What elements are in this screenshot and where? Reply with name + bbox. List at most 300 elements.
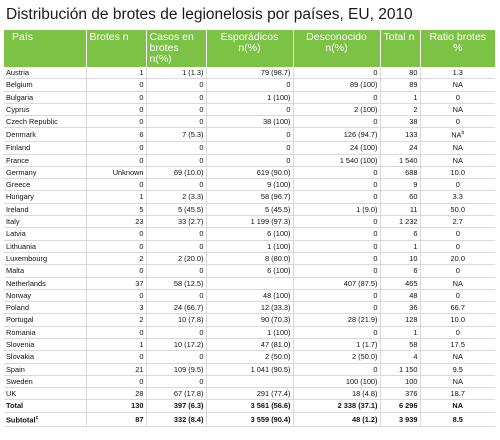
cell-total — [380, 388, 420, 400]
cell-value: Spain — [6, 364, 25, 374]
cell-value: 38 (100) — [262, 117, 291, 127]
cell-ratio — [420, 252, 495, 264]
cell-total — [380, 412, 420, 426]
cell-desconocido — [293, 179, 380, 191]
cell-brotes — [86, 79, 146, 91]
cell-value: 3.3 — [452, 192, 463, 202]
cell-esporadicos — [206, 388, 293, 400]
table-row — [4, 400, 495, 412]
cell-pais — [4, 363, 86, 375]
cell-value: 0 — [455, 180, 460, 190]
cell-casos — [146, 289, 206, 301]
table-row — [4, 252, 495, 264]
cell-desconocido — [293, 302, 380, 314]
table-row — [4, 228, 495, 240]
cell-total — [380, 203, 420, 215]
cell-pais — [4, 339, 86, 351]
cell-value: 0 — [455, 327, 460, 337]
cell-casos — [146, 142, 206, 154]
cell-pais — [4, 179, 86, 191]
cell-desconocido — [293, 314, 380, 326]
table-row — [4, 216, 495, 228]
cell-ratio — [420, 326, 495, 338]
cell-ratio — [420, 142, 495, 154]
cell-casos — [146, 216, 206, 228]
cell-value: 24 (100) — [349, 143, 378, 153]
cell-casos — [146, 240, 206, 252]
cell-value: 0 — [455, 290, 460, 300]
cell-total — [380, 128, 420, 142]
cell-esporadicos — [206, 142, 293, 154]
cell-value: NA — [452, 155, 463, 165]
cell-value: 1 — [413, 92, 418, 102]
cell-value: 37 — [135, 278, 144, 288]
cell-desconocido — [293, 79, 380, 91]
cell-value: 0 — [373, 180, 378, 190]
cell-total — [380, 314, 420, 326]
cell-esporadicos — [206, 265, 293, 277]
cell-value: 1 — [139, 192, 144, 202]
cell-brotes — [86, 116, 146, 128]
cell-casos — [146, 339, 206, 351]
cell-value: Subtotal — [6, 415, 36, 425]
cell-desconocido — [293, 388, 380, 400]
cell-esporadicos — [206, 412, 293, 426]
cell-brotes — [86, 154, 146, 166]
cell-total — [380, 339, 420, 351]
cell-value: 332 (8.4) — [173, 414, 204, 424]
cell-ratio — [420, 103, 495, 115]
cell-value: 11 — [409, 204, 418, 214]
cell-esporadicos — [206, 103, 293, 115]
cell-esporadicos — [206, 166, 293, 178]
cell-value: Italy — [6, 217, 20, 227]
cell-ratio — [420, 302, 495, 314]
cell-value: Malta — [6, 266, 25, 276]
cell-desconocido — [293, 326, 380, 338]
cell-value: 48 (100) — [262, 290, 291, 300]
cell-value: 0 — [199, 352, 204, 362]
cell-ratio — [420, 240, 495, 252]
cell-pais — [4, 203, 86, 215]
cell-brotes — [86, 128, 146, 142]
cell-total — [380, 179, 420, 191]
header-pais: País — [4, 30, 86, 67]
cell-value: Denmark — [6, 130, 36, 140]
cell-value: Netherlands — [6, 278, 46, 288]
cell-value: 0 — [139, 117, 144, 127]
cell-value: 20.0 — [450, 253, 465, 263]
cell-value: 0 — [373, 241, 378, 251]
cell-casos — [146, 277, 206, 289]
cell-value: 109 (9.5) — [173, 364, 204, 374]
table-row — [4, 79, 495, 91]
cell-value: 100 — [405, 376, 418, 386]
cell-value: 1 150 — [399, 364, 418, 374]
cell-value: Belgium — [6, 80, 33, 90]
cell-esporadicos — [206, 289, 293, 301]
cell-value: 21 — [135, 364, 144, 374]
cell-casos — [146, 412, 206, 426]
cell-pais — [4, 142, 86, 154]
cell-esporadicos — [206, 326, 293, 338]
cell-value: 10.0 — [450, 315, 465, 325]
table-row — [4, 191, 495, 203]
cell-value: 0 — [455, 241, 460, 251]
table-row — [4, 116, 495, 128]
cell-value: Norway — [6, 290, 32, 300]
cell-casos — [146, 166, 206, 178]
cell-value: 0 — [199, 290, 204, 300]
cell-casos — [146, 128, 206, 142]
cell-value: 0 — [373, 290, 378, 300]
cell-desconocido — [293, 166, 380, 178]
cell-esporadicos — [206, 203, 293, 215]
cell-ratio — [420, 154, 495, 166]
cell-pais — [4, 289, 86, 301]
cell-pais — [4, 103, 86, 115]
cell-desconocido — [293, 339, 380, 351]
cell-value: NA — [452, 104, 463, 114]
cell-value: 33 (2.7) — [178, 217, 204, 227]
cell-pais — [4, 351, 86, 363]
cell-value: 688 — [405, 167, 418, 177]
cell-value: Romania — [6, 327, 36, 337]
cell-value: 126 (94.7) — [343, 130, 378, 140]
cell-desconocido — [293, 400, 380, 412]
cell-value: 130 — [131, 401, 144, 411]
cell-value: 7 (5.3) — [182, 130, 204, 140]
cell-value: 0 — [139, 80, 144, 90]
cell-brotes — [86, 103, 146, 115]
cell-ratio — [420, 339, 495, 351]
cell-pais — [4, 228, 86, 240]
cell-value: France — [6, 155, 30, 165]
cell-value: 60 — [409, 192, 418, 202]
cell-value: 0 — [199, 241, 204, 251]
cell-value: 0 — [199, 180, 204, 190]
cell-value: 0 — [139, 180, 144, 190]
cell-total — [380, 289, 420, 301]
footnote-marker: b — [461, 130, 465, 137]
cell-brotes — [86, 339, 146, 351]
cell-value: 10.0 — [450, 167, 465, 177]
cell-total — [380, 154, 420, 166]
cell-value: 5 — [139, 204, 144, 214]
cell-value: 1 (100) — [267, 241, 291, 251]
footnote-marker: c — [35, 414, 39, 421]
cell-value: 100 (100) — [345, 376, 378, 386]
cell-pais — [4, 314, 86, 326]
cell-brotes — [86, 240, 146, 252]
cell-value: 3 561 (56.6) — [250, 401, 291, 411]
cell-value: 36 — [409, 303, 418, 313]
cell-value: 1 041 (90.5) — [250, 364, 291, 374]
cell-value: 48 (1.2) — [352, 414, 378, 424]
cell-brotes — [86, 216, 146, 228]
cell-value: 1 — [413, 241, 418, 251]
table-body — [4, 67, 495, 426]
cell-esporadicos — [206, 363, 293, 375]
cell-value: 0 — [199, 327, 204, 337]
cell-ratio — [420, 79, 495, 91]
cell-ratio — [420, 91, 495, 103]
cell-value: 128 — [405, 315, 418, 325]
cell-value: 0 — [199, 229, 204, 239]
cell-total — [380, 252, 420, 264]
cell-value: 24 — [409, 143, 418, 153]
cell-value: 2 — [139, 315, 144, 325]
cell-value: 8 (80.0) — [265, 253, 291, 263]
cell-value: 0 — [286, 130, 291, 140]
cell-pais — [4, 277, 86, 289]
cell-casos — [146, 388, 206, 400]
cell-brotes — [86, 91, 146, 103]
cell-desconocido — [293, 363, 380, 375]
cell-total — [380, 103, 420, 115]
cell-value: 1 (1.7) — [356, 340, 378, 349]
table-row — [4, 388, 495, 400]
cell-value: 5 (45.5) — [178, 204, 204, 214]
cell-value: 0 — [199, 92, 204, 102]
header-casos: Casos en brotes n(%) — [146, 30, 206, 67]
cell-value: 58 (96.7) — [260, 192, 291, 202]
cell-value: 0 — [199, 376, 204, 386]
cell-value: 90 (70.3) — [260, 315, 291, 325]
cell-desconocido — [293, 228, 380, 240]
cell-value: 2 (100) — [354, 104, 378, 114]
cell-ratio — [420, 277, 495, 289]
cell-total — [380, 302, 420, 314]
cell-brotes — [86, 142, 146, 154]
cell-casos — [146, 154, 206, 166]
table-row — [4, 166, 495, 178]
cell-value: 6 — [413, 229, 418, 239]
cell-value: NA — [452, 278, 463, 288]
cell-value: 2 (20.0) — [178, 253, 204, 263]
cell-esporadicos — [206, 228, 293, 240]
cell-casos — [146, 363, 206, 375]
cell-value: 87 — [135, 414, 144, 424]
cell-value: 0 — [286, 80, 291, 90]
cell-ratio — [420, 203, 495, 215]
cell-pais — [4, 154, 86, 166]
table-header-row — [4, 30, 495, 67]
cell-desconocido — [293, 216, 380, 228]
cell-esporadicos — [206, 79, 293, 91]
cell-pais — [4, 252, 86, 264]
cell-brotes — [86, 67, 146, 79]
cell-value: 1 (100) — [267, 327, 291, 337]
cell-casos — [146, 302, 206, 314]
cell-casos — [146, 191, 206, 203]
cell-value: 10 (17.2) — [173, 340, 204, 349]
cell-value: 1 (9.0) — [356, 204, 378, 214]
cell-value: Sweden — [6, 376, 33, 386]
cell-value: UK — [6, 389, 17, 399]
cell-esporadicos — [206, 116, 293, 128]
cell-casos — [146, 203, 206, 215]
table-row — [4, 265, 495, 277]
cell-value: 1 — [139, 340, 144, 349]
cell-value: 18 (4.8) — [352, 389, 378, 399]
cell-ratio — [420, 289, 495, 301]
cell-value: 0 — [139, 143, 144, 153]
cell-esporadicos — [206, 216, 293, 228]
cell-ratio — [420, 351, 495, 363]
cell-value: 6 — [413, 266, 418, 276]
cell-brotes — [86, 166, 146, 178]
cell-value: 2 (50.0) — [265, 352, 291, 362]
cell-esporadicos — [206, 240, 293, 252]
cell-value: NA — [452, 401, 464, 411]
cell-desconocido — [293, 67, 380, 79]
cell-pais — [4, 91, 86, 103]
cell-brotes — [86, 400, 146, 412]
cell-value: 0 — [139, 352, 144, 362]
cell-value: Slovakia — [6, 352, 34, 362]
cell-total — [380, 191, 420, 203]
cell-value: Ireland — [6, 204, 29, 214]
cell-total — [380, 166, 420, 178]
cell-casos — [146, 228, 206, 240]
cell-casos — [146, 79, 206, 91]
cell-value: NA — [451, 130, 462, 140]
cell-value: 0 — [139, 155, 144, 165]
cell-total — [380, 277, 420, 289]
cell-value: 6 296 — [399, 401, 418, 411]
cell-ratio — [420, 363, 495, 375]
cell-casos — [146, 179, 206, 191]
cell-value: 9 — [413, 180, 418, 190]
cell-value: 2 (50.0) — [352, 352, 378, 362]
cell-ratio — [420, 412, 495, 426]
cell-esporadicos — [206, 339, 293, 351]
table-row — [4, 314, 495, 326]
cell-value: 0 — [373, 229, 378, 239]
cell-value: 0 — [373, 327, 378, 337]
cell-value: NA — [452, 80, 463, 90]
cell-value: 2 — [139, 253, 144, 263]
cell-value: Lithuania — [6, 241, 36, 251]
table-row — [4, 412, 495, 426]
cell-value: 133 — [405, 130, 418, 140]
cell-value: 9.5 — [452, 364, 463, 374]
cell-value: 0 — [199, 266, 204, 276]
cell-brotes — [86, 265, 146, 277]
cell-value: Germany — [6, 167, 37, 177]
table-row — [4, 363, 495, 375]
header-brotes: Brotes n — [86, 30, 146, 67]
cell-value: 2 (3.3) — [182, 192, 204, 202]
cell-brotes — [86, 179, 146, 191]
cell-desconocido — [293, 203, 380, 215]
cell-value: 2 — [413, 104, 418, 114]
table-row — [4, 351, 495, 363]
cell-value: 0 — [373, 303, 378, 313]
cell-value: Total — [6, 401, 24, 411]
cell-desconocido — [293, 265, 380, 277]
cell-value: 79 (98.7) — [260, 68, 291, 77]
cell-desconocido — [293, 289, 380, 301]
table-row — [4, 289, 495, 301]
cell-ratio — [420, 116, 495, 128]
cell-value: 1 — [413, 327, 418, 337]
cell-casos — [146, 91, 206, 103]
cell-desconocido — [293, 128, 380, 142]
cell-value: Hungary — [6, 192, 34, 202]
cell-value: Unknown — [112, 167, 144, 177]
cell-ratio — [420, 265, 495, 277]
cell-value: 80 — [409, 68, 418, 77]
cell-value: 58 — [409, 340, 418, 349]
table-row — [4, 240, 495, 252]
cell-esporadicos — [206, 314, 293, 326]
cell-total — [380, 351, 420, 363]
table-row — [4, 203, 495, 215]
cell-desconocido — [293, 375, 380, 387]
cell-ratio — [420, 400, 495, 412]
table-row — [4, 326, 495, 338]
cell-total — [380, 265, 420, 277]
cell-desconocido — [293, 252, 380, 264]
cell-pais — [4, 216, 86, 228]
cell-pais — [4, 128, 86, 142]
cell-value: Bulgaria — [6, 92, 34, 102]
cell-value: 0 — [373, 68, 378, 77]
cell-value: 28 (21.9) — [347, 315, 378, 325]
cell-desconocido — [293, 116, 380, 128]
cell-casos — [146, 400, 206, 412]
cell-value: 376 — [405, 389, 418, 399]
cell-esporadicos — [206, 191, 293, 203]
cell-brotes — [86, 314, 146, 326]
table-row — [4, 91, 495, 103]
cell-value: NA — [452, 352, 463, 362]
cell-total — [380, 116, 420, 128]
cell-pais — [4, 400, 86, 412]
cell-esporadicos — [206, 302, 293, 314]
cell-casos — [146, 351, 206, 363]
cell-value: Greece — [6, 180, 31, 190]
table-row — [4, 142, 495, 154]
cell-value: 0 — [139, 92, 144, 102]
cell-brotes — [86, 277, 146, 289]
cell-value: 0 — [199, 80, 204, 90]
header-desconocido: Desconocido n(%) — [293, 30, 380, 67]
cell-desconocido — [293, 412, 380, 426]
cell-value: Slovenia — [6, 340, 35, 349]
cell-brotes — [86, 203, 146, 215]
cell-casos — [146, 252, 206, 264]
cell-value: 0 — [455, 92, 460, 102]
cell-ratio — [420, 375, 495, 387]
cell-pais — [4, 375, 86, 387]
cell-desconocido — [293, 351, 380, 363]
cell-value: 0 — [199, 155, 204, 165]
cell-value: Portugal — [6, 315, 34, 325]
cell-pais — [4, 388, 86, 400]
cell-ratio — [420, 67, 495, 79]
cell-value: 9 (100) — [267, 180, 291, 190]
cell-pais — [4, 302, 86, 314]
cell-ratio — [420, 228, 495, 240]
cell-value: 48 — [409, 290, 418, 300]
cell-esporadicos — [206, 179, 293, 191]
cell-value: 5 (45.5) — [265, 204, 291, 214]
cell-value: 10 (7.8) — [178, 315, 204, 325]
cell-value: 0 — [286, 155, 291, 165]
